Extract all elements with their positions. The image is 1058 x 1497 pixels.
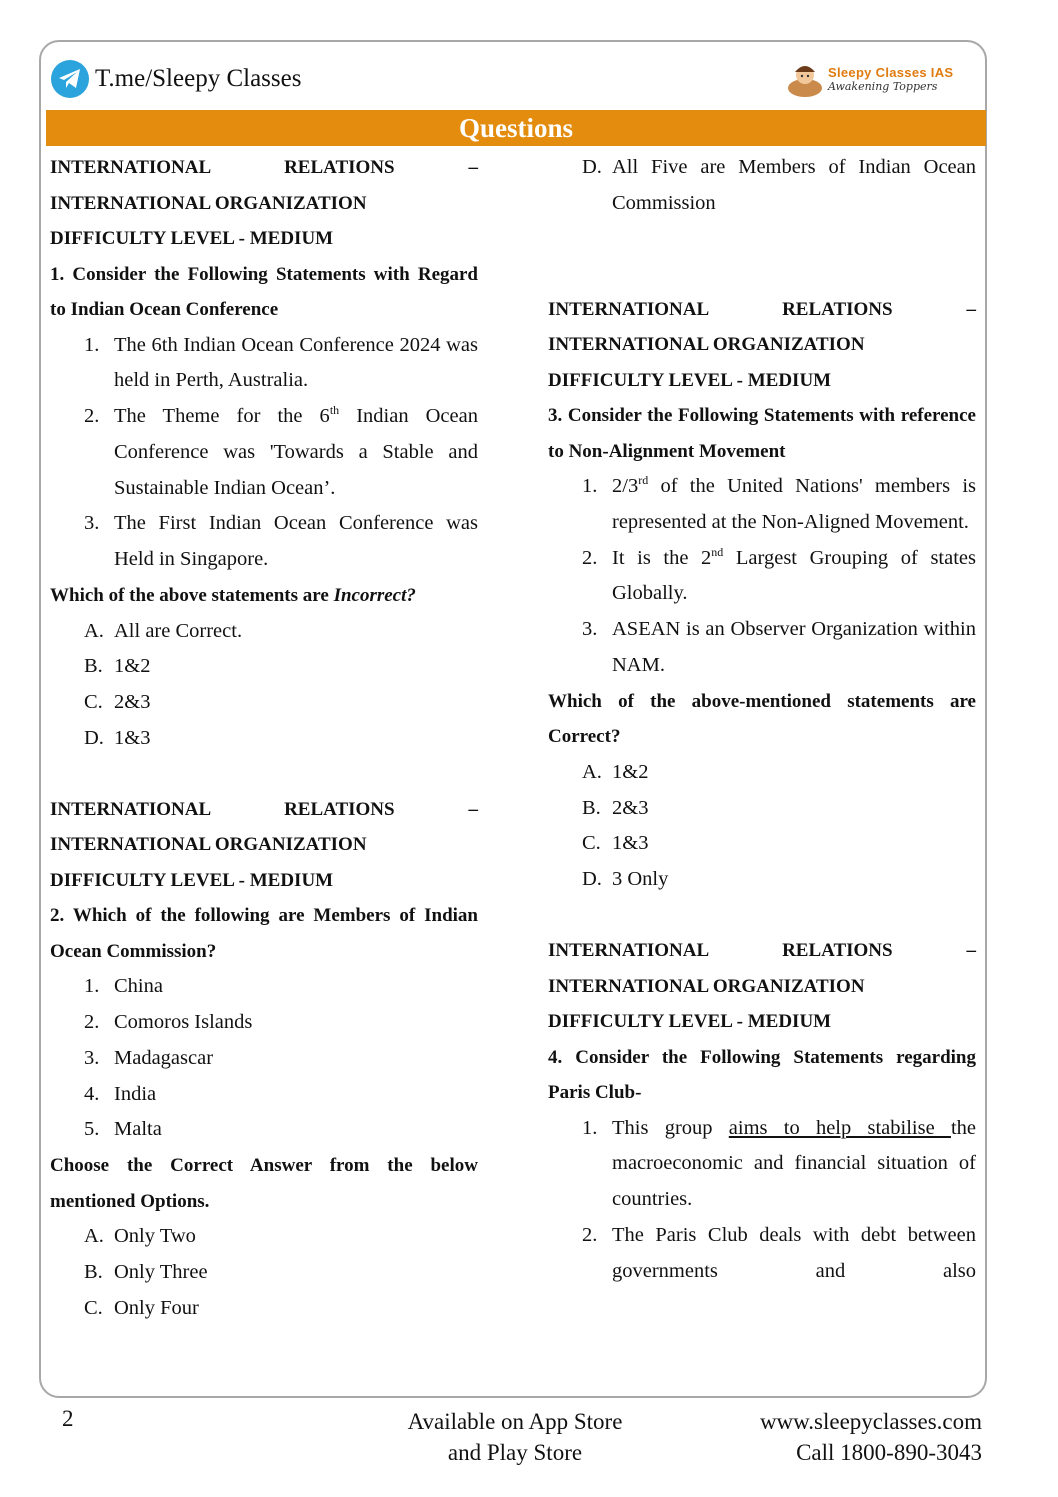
section-subheading: INTERNATIONAL ORGANIZATION (50, 192, 367, 214)
option[interactable]: C. 2&3 (84, 691, 151, 714)
contact-info (700, 1406, 982, 1468)
section-heading: INTERNATIONAL RELATIONS – (548, 298, 976, 320)
option[interactable]: D. 3 Only (582, 868, 669, 891)
statement: 1. The 6th Indian Ocean Conference 2024 was held in Perth, Australia. (84, 333, 478, 392)
statement: 1. This group aims to help stabilise the macroeconomic and financial situation of countries. (582, 1116, 976, 1211)
option[interactable]: B. 1&2 (84, 655, 151, 678)
phone-number: Call 1800-890-3043 (796, 1440, 982, 1465)
question-2-title: 2. Which of the following are Members of Indian Ocean Commission? (50, 905, 478, 962)
app-store-note: Available on App Store and Play Store (407, 1409, 623, 1465)
statement: 2. The Theme for the 6th Indian Ocean Conference was 'Towards a Stable and Sustainable Indian Ocean’. (84, 403, 478, 499)
telegram-icon (51, 60, 89, 98)
section-heading: INTERNATIONAL RELATIONS – (548, 940, 976, 962)
difficulty-label: DIFFICULTY LEVEL - MEDIUM (548, 369, 832, 391)
question-1-title: 1. Consider the Following Statements with Regard to Indian Ocean Conference (50, 263, 478, 320)
section-subheading: INTERNATIONAL ORGANIZATION (50, 834, 367, 856)
website-link[interactable]: www.sleepyclasses.com (759, 1409, 982, 1434)
question-4-title: 4. Consider the Following Statements regarding Paris Club- (548, 1046, 976, 1104)
statement: 3. ASEAN is an Observer Organization within NAM. (582, 618, 976, 677)
statement: 1. 2/3rd of the United Nations' members is represented at the Non-Aligned Movement. (582, 473, 976, 533)
question-3-title: 3. Consider the Following Statements with reference to Non-Alignment Movement (548, 405, 976, 462)
question-2-ask: Choose the Correct Answer from the below mentioned Options. (50, 1155, 478, 1212)
left-column (50, 150, 478, 1327)
option[interactable]: C. Only Four (84, 1296, 199, 1319)
telegram-label: T.me/Sleepy Classes (95, 65, 302, 92)
mascot-icon (786, 60, 824, 98)
logo-tagline: Awakening Toppers (828, 80, 938, 93)
section-subheading: INTERNATIONAL ORGANIZATION (548, 334, 865, 356)
list-item: 1. China (84, 975, 163, 998)
questions-banner: Questions (46, 110, 986, 146)
list-item: 5. Malta (84, 1118, 162, 1141)
brand-logo (786, 60, 953, 98)
list-item: 2. Comoros Islands (84, 1011, 253, 1034)
telegram-link[interactable] (51, 60, 301, 98)
statement: 3. The First Indian Ocean Conference was Held in Singapore. (84, 512, 478, 571)
logo-title: Sleepy Classes IAS (828, 65, 954, 80)
statement: 2. The Paris Club deals with debt between governments and also (582, 1223, 976, 1282)
option[interactable]: A. All are Correct. (84, 619, 243, 642)
option[interactable]: B. 2&3 (582, 796, 649, 819)
option[interactable]: C. 1&3 (582, 832, 649, 855)
option[interactable]: A. 1&2 (582, 760, 649, 783)
list-item: 4. India (84, 1082, 157, 1105)
section-subheading: INTERNATIONAL ORGANIZATION (548, 975, 865, 997)
statement: 2. It is the 2nd Largest Grouping of states Globally. (582, 544, 976, 605)
option[interactable]: A. Only Two (84, 1225, 196, 1248)
option[interactable]: D. 1&3 (84, 726, 151, 749)
question-1-ask: Which of the above statements are Incorrect? (50, 585, 416, 607)
option[interactable]: B. Only Three (84, 1261, 208, 1284)
difficulty-label: DIFFICULTY LEVEL - MEDIUM (548, 1011, 832, 1033)
difficulty-label: DIFFICULTY LEVEL - MEDIUM (50, 869, 334, 891)
section-heading: INTERNATIONAL RELATIONS – (50, 157, 478, 178)
question-3-ask: Which of the above-mentioned statements are Correct? (548, 690, 976, 748)
difficulty-label: DIFFICULTY LEVEL - MEDIUM (50, 228, 334, 249)
section-heading: INTERNATIONAL RELATIONS – (50, 798, 478, 820)
right-column (548, 150, 976, 1290)
list-item: 3. Madagascar (84, 1046, 214, 1069)
option[interactable]: D. All Five are Members of Indian Ocean Commission (582, 156, 976, 214)
page-number: 2 (62, 1406, 74, 1431)
